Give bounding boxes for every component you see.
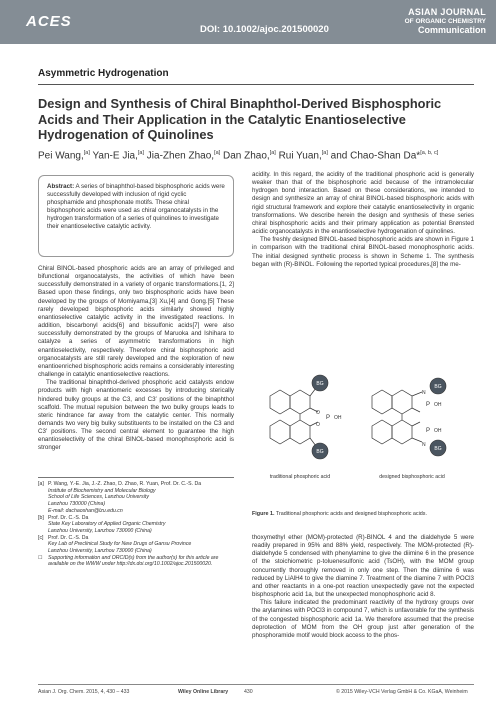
page-number: 430 <box>244 689 253 695</box>
author-name: Dan Zhao, <box>220 150 270 162</box>
footnote-body <box>48 515 234 535</box>
footnote-line: School of Life Sciences, Lanzhou University <box>48 494 149 501</box>
body-paragraph: acidity. In this regard, the acidity of the traditional phosphoric acid is generally weaker than that of the bisphosphoric acid because of the intramolecular hydrogen bond interaction. Based on these considerations, we intended to design and synthesize an array of chiral BINOL-based bisphosphoric acids with rigid structural framework and explore their catalytic enantioselectivity in organic transformations. We describe herein the design and synthesis of these series chiral bisphosphoric acids and their primary application as potential Brønsted acidic organocatalysts in the enantioselective hydrogenation of quinolines. <box>252 171 474 236</box>
bulky-group-label: BG <box>434 384 442 390</box>
supporting-info-link[interactable]: Supporting information and ORCID(s) from the author(s) for this article are available on the WWW under http://dx.doi.org/10.1002/ajoc.201500020. <box>48 554 219 568</box>
bulky-group-label: BG <box>316 381 324 387</box>
body-paragraph: This failure indicated the predominant reactivity of the hydroxy groups over the arylamines with POCl3 in compound 7, which is unfavorable for the synthesis of the congested bisphosphoric acid 1a. We therefore assumed that the precise deprotection of MOM from the OH group just after generation of the phosphoramide motif would block access to the phos- <box>252 599 474 639</box>
footnote-b <box>38 515 234 535</box>
atom-p: P <box>326 415 331 421</box>
footnote-line: Prof. Dr. C.-S. Da <box>48 514 89 521</box>
atom-oh: OH <box>334 415 342 421</box>
doi-link[interactable]: DOI: 10.1002/ajoc.201500020 <box>200 24 329 35</box>
figure-caption-label: Figure 1. <box>252 511 275 517</box>
author-name: Rui Yuan, <box>275 150 322 162</box>
footnote-line: Lanzhou University, Lanzhou 730000 (China) <box>48 548 152 555</box>
footnote-line: Lanzhou University, Lanzhou 730000 (China) <box>48 527 152 534</box>
author-name: and Chao-Shan Da* <box>327 150 421 162</box>
body-paragraph: The traditional binaphthol-derived phosphoric acid catalysts endow products with high enantiomeric excesses by introducing sterically hindered bulky groups at the C3, and C3′ positions of the binaphthol scaffold. The mutual repulsion between the two bulky groups leads to steric hindrance far away from the catalytic center. This normally demands two very big bulky substituents to be installed on the C3 and C3′ positions. The second central element to guarantee the high enantioselectivity of the chiral BINOL-based monophosphoric acid is stronger <box>38 379 234 452</box>
footnote-email[interactable]: E-mail: dachaoshan@lzu.edu.cn <box>48 507 123 514</box>
atom-o: O <box>316 422 320 428</box>
figure-label-designed: designed bisphosphoric acid <box>379 474 445 480</box>
body-paragraph: Chiral BINOL-based phosphoric acids are an array of privileged and bifunctional organocatalysts, the activities of which have been successfully demonstrated in a variety of organic transformations.[1, 2] Based upon these findings, only two bisphosphoric acids have been developed by the groups of Momiyama,[3] Xu,[4] and Gong.[5] These rarely developed bisphosphoric acids similarly showed highly enantioselective catalytic activity in the investigated reactions. In addition, biscarbonyl acids[6] and bissulfonic acids[7] were also successfully demonstrated by the groups of Maruoka and Ishihara to catalyze a series of asymmetric transformations in high enantioselectivity, respectively. Therefore chiral bisphosphoric acid organocatalysts are still rarely developed and the exploration of new enantioenriched bisphosphoric acids remains a considerably interesting challenge in catalytic enantioselective reactions. <box>38 265 234 379</box>
abstract-label: Abstract: <box>47 183 75 190</box>
section-divider <box>38 84 474 85</box>
author-name: Jia-Zhen Zhao, <box>144 150 215 162</box>
atom-n: N <box>422 390 426 396</box>
author-affiliation: [a] <box>214 150 221 156</box>
footnote-divider <box>38 477 234 478</box>
footnote-line: Prof. Dr. C.-S. Da <box>48 534 89 541</box>
atom-o: O <box>316 410 320 416</box>
author-affiliation: [a] <box>83 150 90 156</box>
bulky-group-label: BG <box>434 446 442 452</box>
footnote-body <box>48 535 234 555</box>
abstract-box <box>38 175 234 257</box>
section-heading: Asymmetric Hydrogenation <box>38 68 169 79</box>
footnote-line: Institute of Biochemistry and Molecular Biology <box>48 487 156 494</box>
footnote-key: [c] <box>38 534 44 541</box>
author-affiliation: [a] <box>321 150 328 156</box>
journal-title-line1: ASIAN JOURNAL <box>408 7 486 17</box>
abstract-text: A series of binaphthol-based bisphosphoric acids were successfully developed with inclusion of rigid cyclic phosphamide and phosphonate motifs. These chiral bisphosphoric acids were used as chiral organocatalysts in the hydrogen transformation of a series of quinolines to investigate their enantioselective catalytic activity. <box>47 183 225 231</box>
body-paragraph: The freshly designed BINOL-based bisphosphoric acids are shown in Figure 1 in comparison with the traditional chiral BINOL-based monophosphoric acids. The initial designed synthetic process is shown in Scheme 1. The synthesis began with (R)-BINOL. Following the reported typical procedures,[8] the me- <box>252 236 474 268</box>
author-name: Yan-E Jia, <box>89 150 138 162</box>
article-type: Communication <box>417 25 486 35</box>
publisher-logo: ACES <box>26 13 72 30</box>
atom-p: P <box>426 428 431 434</box>
journal-header <box>0 0 496 44</box>
affiliation-footnotes <box>38 481 234 568</box>
atom-oh: OH <box>434 402 442 408</box>
supporting-info-icon: ☐ <box>38 554 43 561</box>
author-affiliation: [a] <box>269 150 276 156</box>
article-title: Design and Synthesis of Chiral Binaphthol-Derived Bisphosphoric Acids and Their Application in the Catalytic Enantioselective Hydrogenation of Quinolines <box>38 96 442 142</box>
author-name: Pei Wang, <box>38 150 84 162</box>
atom-oh: OH <box>434 428 442 434</box>
journal-title-line2: OF ORGANIC CHEMISTRY <box>404 18 486 25</box>
figure-caption-text: Traditional phosphoric acids and designed bisphosphoric acids. <box>274 511 427 517</box>
footnote-c <box>38 535 234 555</box>
right-column-bottom <box>252 534 474 640</box>
author-affiliation: [a] <box>137 150 145 156</box>
author-list <box>38 150 478 161</box>
footnote-body <box>48 481 234 515</box>
journal-title-block <box>405 8 486 35</box>
journal-citation: Asian J. Org. Chem. 2015, 4, 430 – 433 <box>38 689 130 695</box>
right-column-top <box>252 171 474 269</box>
footnote-line: State Key Laboratory of Applied Organic Chemistry <box>48 521 166 528</box>
footnote-line: Lanzhou 730000 (China) <box>48 501 106 508</box>
footnote-supporting-info <box>38 555 234 568</box>
figure-label-traditional: traditional phosphoric acid <box>269 474 331 480</box>
copyright-notice: © 2015 Wiley-VCH Verlag GmbH & Co. KGaA, Weinheim <box>336 689 468 695</box>
author-affiliation: [a, b, c] <box>420 150 439 156</box>
wiley-online-library-link[interactable]: Wiley Online Library <box>178 689 229 695</box>
body-paragraph: thoxymethyl ether (MOM)-protected (R)-BINOL 4 and the dialdehyde 5 were readily prepared in 95% and 88% yield, respectively. The MOM-protected (R)-dialdehyde 5 condensed with phenylamine to give the diimine 6 in the presence of the stoichiometric p-toluenesulfonic acid (TsOH), with the MOM group concurrently thoroughly removed in only one step. Then the diimine 6 was reduced by LiAlH4 to give the diamine 7. Treatment of the diamine 7 with POCl3 and other reactants in a one-pot reaction unexpectedly gave not the expected bisphosphoric acid 1a, but the unexpected monophosphoric acid 8. <box>252 534 474 599</box>
footnote-a <box>38 481 234 515</box>
footer-divider <box>38 684 474 685</box>
figure-caption <box>252 511 474 518</box>
atom-n: N <box>422 442 426 448</box>
footnote-key: [b] <box>38 514 44 521</box>
footnote-key: [a] <box>38 481 44 487</box>
footnote-line: Key Lab of Preclinical Study for New Drugs of Gansu Province <box>48 541 192 548</box>
atom-p: P <box>426 402 431 408</box>
left-column <box>38 265 234 453</box>
designed-acid-structure <box>372 390 422 444</box>
bulky-group-label: BG <box>316 449 324 455</box>
traditional-acid-structure <box>270 388 318 446</box>
figure-1-structures <box>252 366 474 489</box>
footnote-line: P. Wang, Y.-E. Jia, J.-Z. Zhao, D. Zhao, R. Yuan, Prof. Dr. C.-S. Da <box>48 481 202 487</box>
